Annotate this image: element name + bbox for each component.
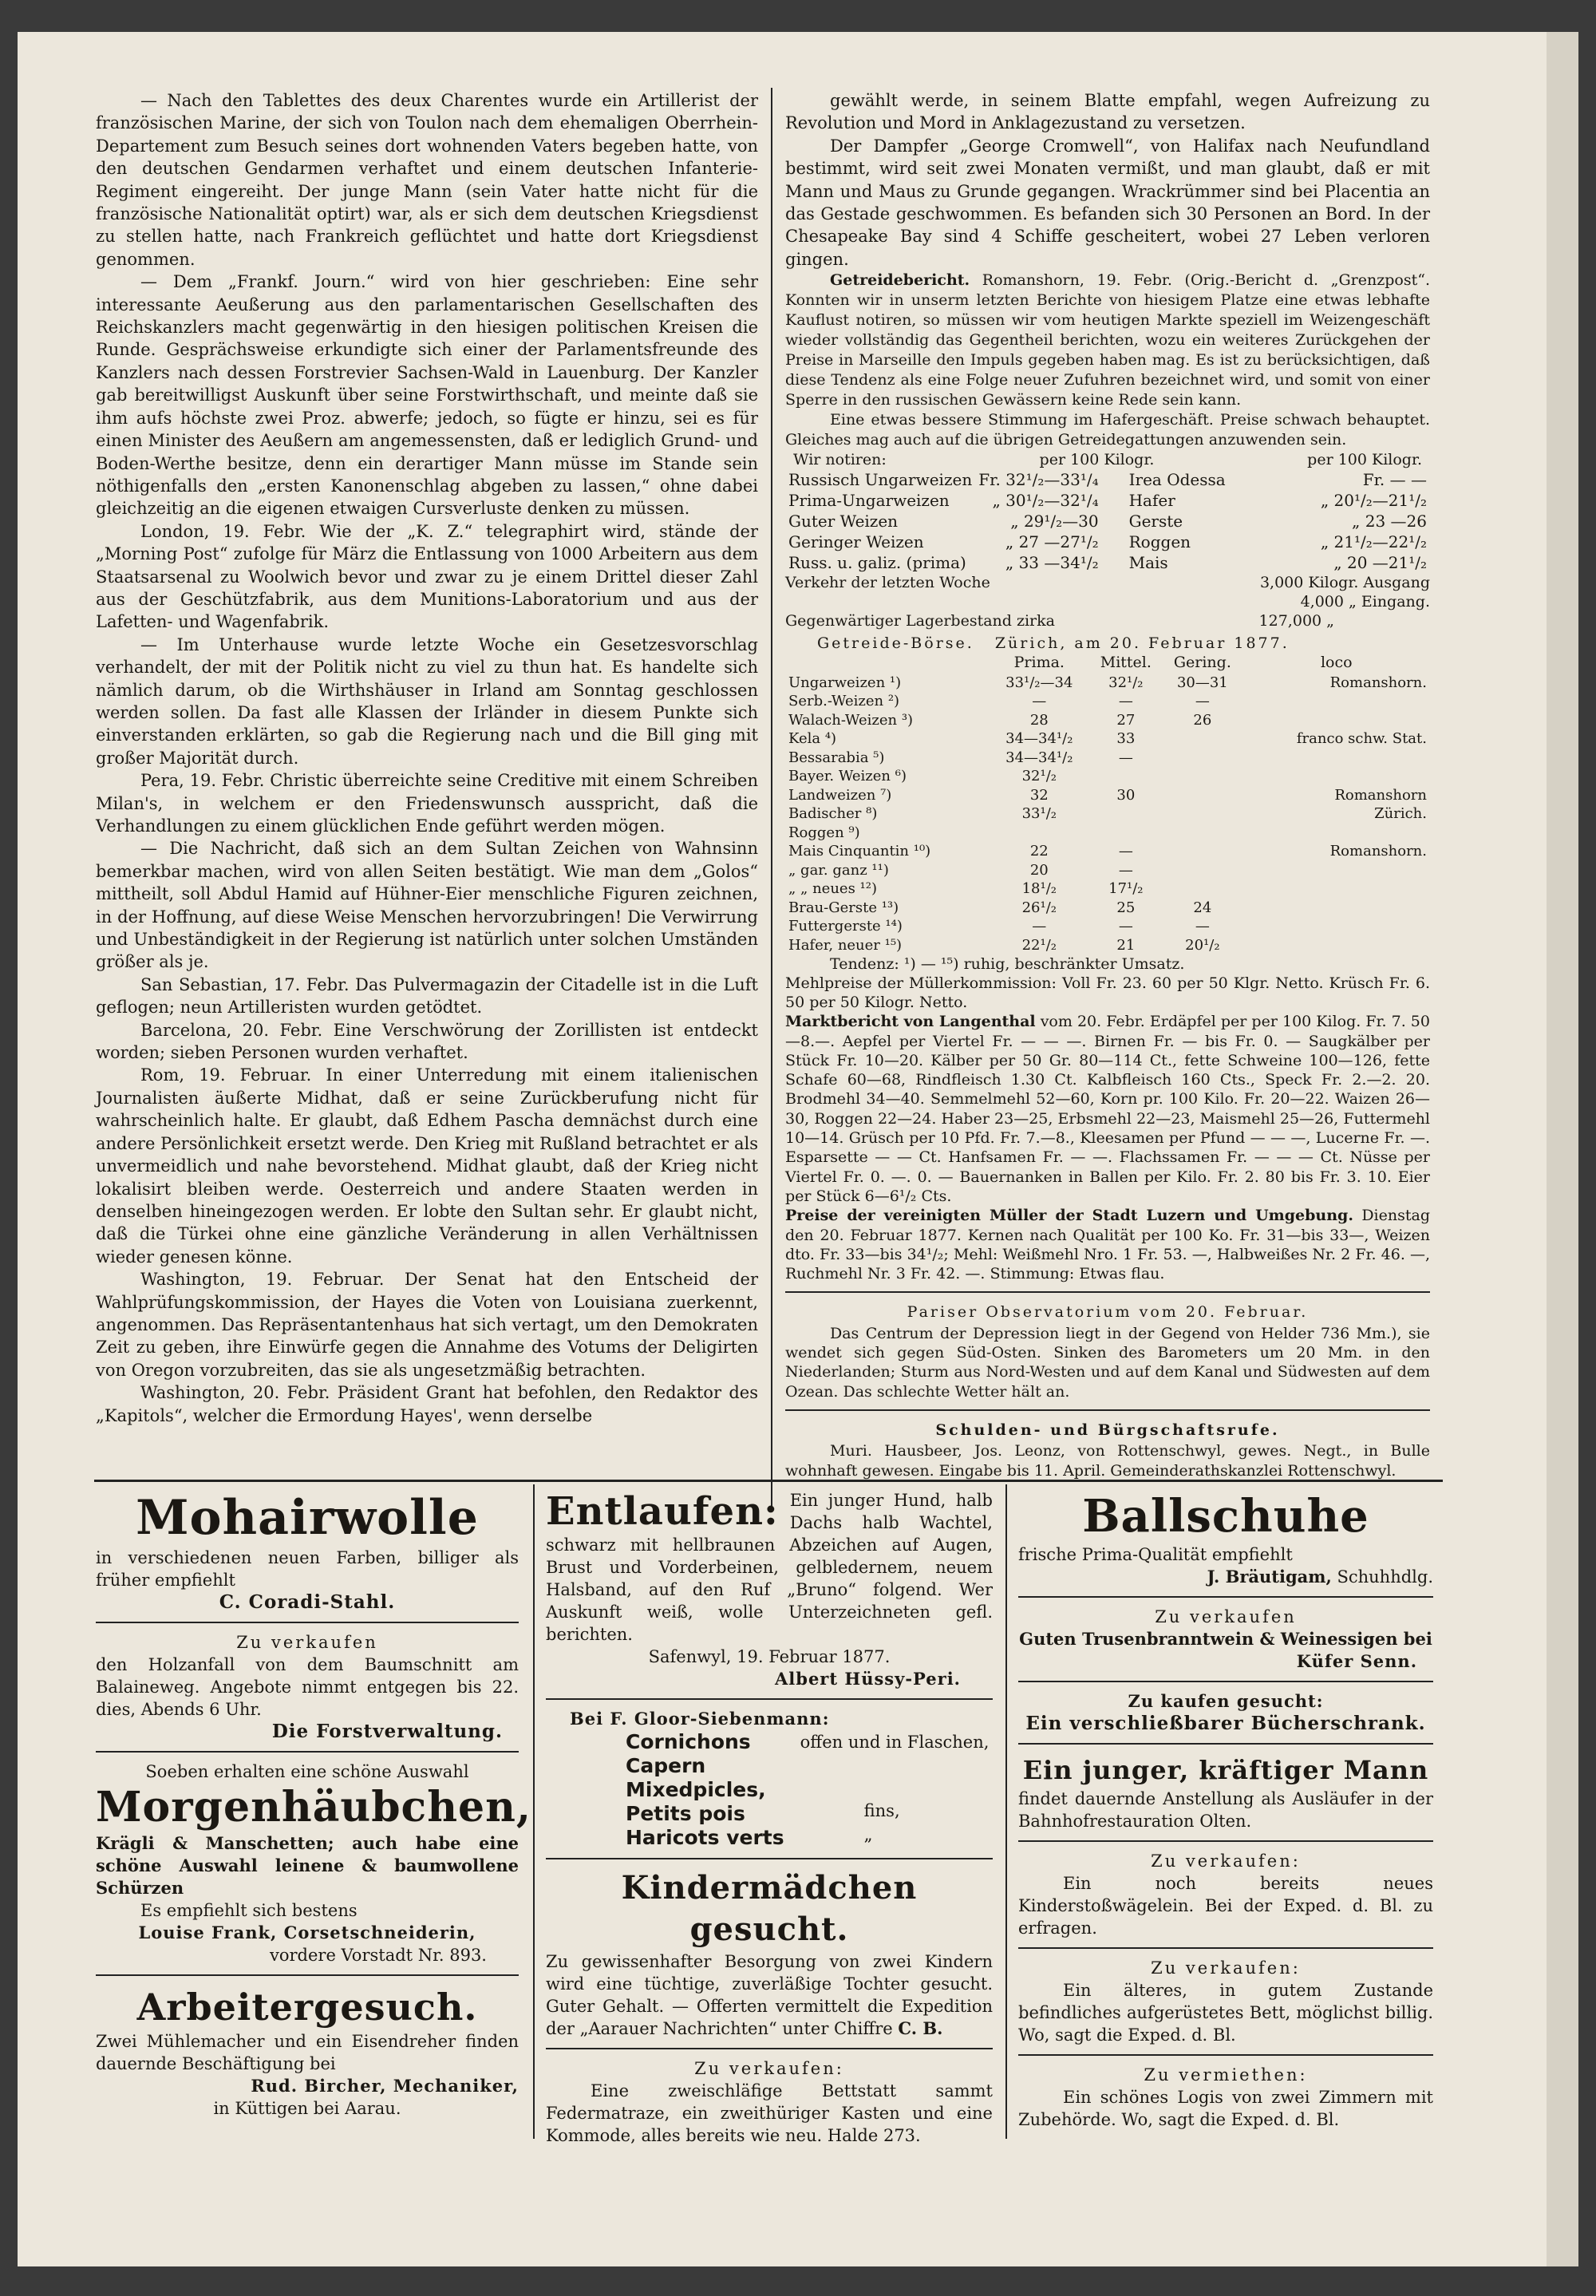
zuerich-row <box>785 711 1430 730</box>
grain-price <box>1162 842 1242 861</box>
price-label: Gerste <box>1128 512 1183 532</box>
observ-title: Pariser Observatorium vom 20. Februar. <box>907 1303 1309 1322</box>
morgen-title: Morgenhäubchen, <box>96 1783 532 1832</box>
zuerich-date: Zürich, am 20. Februar 1877. <box>994 634 1290 653</box>
grain-price <box>989 824 1089 843</box>
right-news-column <box>785 89 1430 1480</box>
grain-price: 22 <box>1029 843 1049 860</box>
blank-header <box>785 653 989 674</box>
zuerich-col-header: loco <box>1320 654 1353 672</box>
morgen-intro: Soeben erhalten eine schöne Auswahl <box>145 1762 469 1781</box>
kinder-paragraph <box>546 1950 993 2040</box>
arbeit-sign: Rud. Bircher, Mechaniker, <box>251 2076 519 2096</box>
grain-price: — <box>1118 749 1133 766</box>
grain-name: Walach-Weizen ³) <box>788 711 914 729</box>
r3-text: findet dauernde Anstellung als Ausläufer in der Bahnhofrestauration Olten. <box>1018 1789 1433 1831</box>
r1-sign: Küfer Senn. <box>1296 1651 1417 1671</box>
price-label: Mais <box>1128 553 1168 573</box>
lager-row <box>785 611 1430 630</box>
ball-sign: J. Bräutigam, <box>1207 1567 1332 1587</box>
schulden-title: Schulden- und Bürgschaftsrufe. <box>935 1421 1280 1439</box>
lager-value: 127,000 „ <box>1258 612 1334 630</box>
verkauf-text: den Holzanfall von dem Baumschnitt am Balaineweg. Angebote nimmt entgegen bis 22. dies, Abends 6 Uhr. <box>96 1655 519 1719</box>
grain-price <box>1162 749 1242 768</box>
price-label: Irea Odessa <box>1128 470 1226 490</box>
price-value: „ 21¹/₂—22¹/₂ <box>1320 532 1427 552</box>
grain-price <box>1090 804 1163 824</box>
grain-name: Hafer, neuer ¹⁵) <box>788 936 903 954</box>
r3-title: Ein junger, kräftiger Mann <box>1022 1755 1429 1785</box>
price-row <box>1126 490 1430 511</box>
grain-price: — <box>1032 918 1047 935</box>
arbeit-address: in Küttigen bei Aarau. <box>213 2099 401 2118</box>
news-paragraph: London, 19. Febr. Wie der „K. Z.“ telegraphirt wird, stände der „Morning Post“ zufolge für März die Entlassung von 1000 Arbeitern aus dem Staatsarsenal zu Woolwich bevor und zwar zu je einem Drittel dieser Zahl aus der Geschützfabrik, aus dem Munitions-Laboratorium und aus der Lafetten- und Wagenfabrik. <box>96 521 758 632</box>
grain-price: 33¹/₂ <box>1021 805 1057 823</box>
grain-price: 32¹/₂ <box>1021 768 1057 785</box>
grain-name: Serb.-Weizen ²) <box>788 693 900 710</box>
grain-location: Romanshorn. <box>1329 674 1427 691</box>
langenthal-paragraph <box>785 1012 1430 1206</box>
r6-title: Zu vermiethen: <box>1144 2065 1308 2085</box>
kinder-text: Zu gewissenhafter Besorgung von zwei Kindern wird eine tüchtige, zuverläßige Tochter gesucht. Guter Gehalt. — Offerten vermittelt die Expedition der „Aarauer Nachrichten“ unter Chiffre <box>546 1952 993 2038</box>
ad-rule <box>546 1698 993 1700</box>
price-label: Hafer <box>1128 491 1175 511</box>
price-label: Guter Weizen <box>788 512 899 532</box>
r5-title: Zu verkaufen: <box>1151 1958 1301 1978</box>
gloor-head: Bei F. Gloor-Siebenmann: <box>570 1709 830 1729</box>
price-value: „ 20 —21¹/₂ <box>1333 553 1427 573</box>
gloor-block <box>546 1730 993 1850</box>
grain-location <box>1243 711 1430 730</box>
grain-name: „ „ neues ¹²) <box>788 880 877 898</box>
grain-location <box>1243 824 1430 843</box>
entlaufen-place: Safenwyl, 19. Februar 1877. <box>648 1647 891 1666</box>
grain-price: — <box>1118 843 1133 860</box>
price-row <box>1126 532 1430 552</box>
zuerich-row <box>785 749 1430 768</box>
grain-location <box>1243 879 1430 899</box>
grain-location <box>1243 767 1430 786</box>
observ-rule <box>785 1291 1430 1293</box>
price-value: Fr. — — <box>1362 470 1427 490</box>
gloor-items <box>626 1730 784 1850</box>
grain-price: 34—34¹/₂ <box>1005 730 1073 748</box>
ads-divider-2 <box>1005 1484 1007 2139</box>
gloor-item: Capern <box>626 1754 706 1777</box>
grain-price: 32 <box>1029 786 1049 804</box>
ad-rule <box>1018 2054 1433 2056</box>
price-value: „ 27 —27¹/₂ <box>1005 532 1099 552</box>
price-row <box>785 552 1102 573</box>
ball-title: Ballschuhe <box>1082 1490 1369 1543</box>
price-blocks <box>785 469 1430 573</box>
arbeit-text: Zwei Mühlemacher und ein Eisendreher finden dauernde Beschäftigung bei <box>96 2032 519 2073</box>
mohair-title: Mohairwolle <box>136 1490 479 1546</box>
gloor-item: Mixedpicles, <box>626 1778 766 1801</box>
zuerich-row <box>785 729 1430 749</box>
grain-price: 30—31 <box>1176 674 1228 691</box>
right-intro-2: Der Dampfer „George Cromwell“, von Halifax nach Neufundland bestimmt, wird seit zwei Monaten vermißt, und man glaubt, daß er mit Mann und Maus zu Grunde gegangen. Wrackrümmer sind bei Placentia an das Gestade geschwommen. Es befanden sich 30 Personen an Bord. In der Chesapeake Bay sind 4 Schiffe gescheitert, wobei 27 Leben verloren gingen. <box>785 136 1430 269</box>
grain-price: 20¹/₂ <box>1185 936 1220 954</box>
grain-name: Bessarabia ⁵) <box>788 749 885 766</box>
notiren-unit-right: per 100 Kilogr. <box>1307 451 1422 469</box>
zuerich-row <box>785 692 1430 711</box>
ads-top-rule <box>94 1480 1443 1482</box>
luzern-text: Dienstag den 20. Februar 1877. Kernen nach Qualität per 100 Ko. Fr. 31—bis 33—, Weizen dto. Fr. 33—bis 34¹/₂; Mehl: Weißmehl Nro. 1 Fr. 53. —, Halbweißes Nr. 2 Fr. 46. —, Ruchmehl Nr. 3 Fr. 42. —. Stimmung: Etwas flau. <box>785 1207 1430 1283</box>
entlaufen-sign: Albert Hüssy-Peri. <box>774 1669 961 1689</box>
verkauf-title: Zu verkaufen <box>236 1633 378 1652</box>
grain-location <box>1243 899 1430 918</box>
news-paragraph: San Sebastian, 17. Febr. Das Pulvermagazin der Citadelle ist in die Luft geflogen; neun Artilleristen wurden getödtet. <box>96 974 758 1018</box>
zuerich-row <box>785 786 1430 805</box>
grain-price: — <box>1195 918 1210 935</box>
grain-price: — <box>1118 693 1133 710</box>
gloor-note: offen und in Flaschen, <box>800 1733 990 1752</box>
grain-price <box>1090 767 1163 786</box>
grain-price: 22¹/₂ <box>1021 936 1057 954</box>
ads-divider-1 <box>533 1484 535 2139</box>
grain-price: 32¹/₂ <box>1108 674 1144 691</box>
zuerich-row <box>785 842 1430 861</box>
grain-price: 26¹/₂ <box>1021 899 1057 916</box>
arbeit-title: Arbeitergesuch. <box>136 1986 478 2029</box>
grain-name: Ungarweizen ¹) <box>788 674 902 691</box>
grain-price <box>1162 786 1242 805</box>
price-row <box>785 469 1102 490</box>
price-value: „ 30¹/₂—32¹/₄ <box>992 491 1099 511</box>
ad-rule <box>1018 1681 1433 1682</box>
luzern-title: Preise der vereinigten Müller der Stadt Luzern und Umgebung. <box>785 1207 1353 1225</box>
notiren-unit-left: per 100 Kilogr. <box>1039 451 1155 469</box>
zuerich-row <box>785 879 1430 899</box>
langenthal-text: vom 20. Febr. Erdäpfel per per 100 Kilog. Fr. 7. 50—8.—. Aepfel per Viertel Fr. — — —. Birnen Fr. — bis Fr. 0. — Saugkälber per Stück Fr. 10—20. Kälber per 50 Gr. 80—114 Ct., fette Schweine 100—126, fette Schafe 60—68, Rindfleisch 1.30 Ct. Kalbfleisch 160 Cts., Speck Fr. 2.—2. 20. Brodmehl 34—40. Semmelmehl 52—60, Korn pr. 100 Kilo. Fr. 20—22. Waizen 26—30, Roggen 22—24. Haber 23—25, Erbsmehl 22—23, Maismehl 25—26, Futtermehl 10—14. Grüsch per 10 Pfd. Fr. 7.—8., Kleesamen per Pfund — — —, Lucerne Fr. —. Esparsette — — Ct. Hanfsamen Fr. — —. Flachssamen Fr. — — — Ct. Nüsse per Viertel Fr. 0. —. 0. — Bauernanken in Ballen per Kilo. Fr. 2. 80 bis Fr. 3. 10. Eier per Stück 6—6¹/₂ Cts. <box>785 1013 1430 1205</box>
news-paragraph: — Nach den Tablettes des deux Charentes wurde ein Artillerist der französischen Marine, der sich von Toulon nach dem ehemaligen Oberrhein-Departement zum Besuch seines dort wohnenden Vaters begeben hatte, von den deutschen Gendarmen verhaftet und einem deutschen Infanterie-Regiment eingereiht. Der junge Mann (sein Vater hatte nicht für die französische Nationalität optirt) war, als er sich dem deutschen Kriegsdienst zu stellen hatte, nach Frankreich geflüchtet und hatte dort Kriegsdienst genommen. <box>96 91 758 269</box>
grain-name: Mais Cinquantin ¹⁰) <box>788 843 931 860</box>
grain-name: Badischer ⁸) <box>788 805 878 823</box>
grain-price: 34—34¹/₂ <box>1005 749 1073 766</box>
ball-job: Schuhhdlg. <box>1337 1567 1433 1587</box>
grain-price: 17¹/₂ <box>1108 880 1144 898</box>
gloor-quote: „ <box>863 1825 873 1844</box>
r1-title: Zu verkaufen <box>1155 1607 1297 1626</box>
grain-location: Romanshorn <box>1334 786 1427 804</box>
gloor-fins: fins, <box>863 1801 900 1820</box>
page-edge <box>1547 32 1578 2266</box>
zuerich-col-header: Mittel. <box>1100 654 1152 672</box>
price-value: „ 33 —34¹/₂ <box>1005 553 1099 573</box>
grain-price: 28 <box>1029 711 1049 729</box>
price-label: Russ. u. galiz. (prima) <box>788 553 966 573</box>
grain-location: franco schw. Stat. <box>1296 730 1427 748</box>
price-label: Russisch Ungarweizen <box>788 470 973 490</box>
ad-rule <box>96 1974 519 1976</box>
price-label: Geringer Weizen <box>788 532 924 552</box>
mverk-title: Zu verkaufen: <box>694 2059 844 2078</box>
zuerich-row <box>785 674 1430 693</box>
morgen-address: vordere Vorstadt Nr. 893. <box>270 1946 487 1965</box>
newspaper-page <box>18 32 1547 2266</box>
price-value: „ 29¹/₂—30 <box>1010 512 1099 532</box>
grain-price: 30 <box>1116 786 1136 804</box>
r2-text: Ein verschließbarer Bücherschrank. <box>1025 1713 1426 1734</box>
zuerich-row <box>785 824 1430 843</box>
right-intro-1: gewählt werde, in seinem Blatte empfahl, wegen Aufreizung zu Revolution und Mord in Anklagezustand zu versetzen. <box>785 91 1430 133</box>
news-paragraph: — Im Unterhause wurde letzte Woche ein Gesetzesvorschlag verhandelt, der mit der Politik nicht zu viel zu thun hat. Es handelte sich nämlich darum, ob die Wirthshäuser in Irland am Sonntag geschlossen werden sollen. Da fast alle Klassen der Irländer in diesem Punkte sich einverstanden erklärten, so gab die Regierung nach und die Bill ging mit großer Majorität durch. <box>96 634 758 768</box>
grain-price <box>1162 861 1242 880</box>
zuerich-header <box>785 634 1430 653</box>
verkehr-label: Verkehr der letzten Woche <box>785 574 990 592</box>
grain-price: — <box>1032 693 1047 710</box>
gloor-item: Petits pois <box>626 1802 745 1825</box>
langenthal-title: Marktbericht von Langenthal <box>785 1013 1036 1031</box>
grain-location <box>1243 917 1430 936</box>
grain-location: Romanshorn. <box>1329 843 1427 860</box>
zuerich-title: Getreide-Börse. <box>817 634 974 653</box>
zuerich-header-row <box>785 653 1430 674</box>
grain-price: 20 <box>1029 861 1049 879</box>
ad-rule <box>96 1622 519 1623</box>
news-paragraph: — Die Nachricht, daß sich an dem Sultan Zeichen von Wahnsinn bemerkbar machen, wird von allen Seiten bestätigt. Wie man dem „Golos“ mittheilt, soll Abdul Hamid auf Hühner-Eier menschliche Figuren zeichnen, in der Hoffnung, auf diese Weise Menschen hervorzubringen! Die Verwirrung und Unbeständigkeit in der Regierung ist natürlich unter solchen Umständen größer als je. <box>96 839 758 972</box>
r1-text: Guten Trusenbranntwein & Weinessigen bei <box>1019 1629 1432 1649</box>
mehlpreise: Mehlpreise der Müllerkommission: Voll Fr. 23. 60 per 50 Klgr. Netto. Krüsch Fr. 6. 50 per 50 Kilogr. Netto. <box>785 974 1430 1012</box>
price-row <box>1126 552 1430 573</box>
grain-price: — <box>1118 861 1133 879</box>
grain-location <box>1243 692 1430 711</box>
notiren-label: Wir notiren: <box>793 451 887 469</box>
zuerich-row <box>785 899 1430 918</box>
grain-price <box>1162 824 1242 843</box>
verkauf-sign: Die Forstverwaltung. <box>271 1721 503 1742</box>
r5-text: Ein älteres, in gutem Zustande befindliches aufgerüstetes Bett, möglichst billig. Wo, sagt die Exped. d. Bl. <box>1018 1981 1433 2045</box>
zuerich-tendenz: Tendenz: ¹) — ¹⁵) ruhig, beschränkter Umsatz. <box>830 955 1185 974</box>
zuerich-price-table <box>785 653 1430 954</box>
grain-location <box>1243 749 1430 768</box>
grain-price: 18¹/₂ <box>1021 880 1057 898</box>
grain-price: 26 <box>1193 711 1212 729</box>
price-value: Fr. 32¹/₂—33¹/₄ <box>978 470 1099 490</box>
price-table-left <box>785 469 1102 573</box>
ad-rule <box>1018 1840 1433 1842</box>
ad-rule <box>546 1858 993 1859</box>
grain-name: Futtergerste ¹⁴) <box>788 918 903 935</box>
price-table-right <box>1126 469 1430 573</box>
zuerich-row <box>785 767 1430 786</box>
r4-text: Ein noch bereits neues Kinderstoßwägelein. Bei der Exped. d. Bl. zu erfragen. <box>1018 1874 1433 1938</box>
news-paragraph: Barcelona, 20. Febr. Eine Verschwörung der Zorillisten ist entdeckt worden; sieben Personen wurden verhaftet. <box>96 1020 758 1063</box>
morgen-text-2: Es empfiehlt sich bestens <box>140 1901 358 1920</box>
grain-price: — <box>1118 918 1133 935</box>
luzern-paragraph <box>785 1206 1430 1283</box>
notiren-header <box>785 450 1430 469</box>
price-value: „ 20¹/₂—21¹/₂ <box>1320 491 1427 511</box>
r6-text: Ein schönes Logis von zwei Zimmern mit Zubehörde. Wo, sagt die Exped. d. Bl. <box>1018 2088 1433 2129</box>
spacer <box>800 1754 990 1799</box>
news-paragraph: — Dem „Frankf. Journ.“ wird von hier geschrieben: Eine sehr interessante Aeußerung aus den parlamentarischen Gesellschaften des Reichskanzlers macht gegenwärtig in den hiesigen politischen Kreisen die Runde. Gesprächsweise erkundigte sich einer der Parlamentsfreunde des Kanzlers nach dessen Forstrevier Sachsen-Wald in Lauenburg. Der Kanzler gab bereitwilligst Auskunft über seine Forstwirthschaft, und meinte daß sie ihm aufs höchste zwei Proz. abwerfe; jedoch, so fügte er hinzu, sei es für einen Minister des Aeußern am angemessensten, daß er lediglich Grund- und Boden-Werthe besitze, denn ein derartiger Mann müsse im Stande sein nöthigenfalls den „ersten Kanonenschlag abgeben zu lassen,“ ohne dabei gleichzeitig an die eigenen etwaigen Cursverluste denken zu müssen. <box>96 272 758 519</box>
grain-price: 24 <box>1193 899 1212 916</box>
price-value: „ 23 —26 <box>1352 512 1427 532</box>
ad-rule <box>96 1751 519 1753</box>
grain-name: „ gar. ganz ¹¹) <box>788 861 889 879</box>
zuerich-row <box>785 804 1430 824</box>
grain-name: Landweizen ⁷) <box>788 786 892 804</box>
getreide-paragraph <box>785 271 1430 410</box>
grain-price: 21 <box>1116 936 1136 954</box>
getreide-text-2: Eine etwas bessere Stimmung im Hafergeschäft. Preise schwach behauptet. Gleiches mag auch auf die übrigen Getreidegattungen anzuwenden sein. <box>785 411 1430 449</box>
getreide-text: Romanshorn, 19. Febr. (Orig.-Bericht d. „Grenzpost“. Konnten wir in unserm letzten Berichte von hiesigem Platze eine etwas lebhafte Kauflust notiren, so müssen wir vom heutigen Markte speziell im Weizengeschäft wieder vollständig das Gegentheil berichten, wozu ein weiteres Zurückgehen der Preise in Marseille den Impuls gegeben haben mag. Es ist zu berücksichtigen, daß diese Tendenz als eine Folge neuer Zufuhren bezeichnet wird, und somit von einer Sperre in den russischen Gewässern keine Rede sein kann. <box>785 271 1430 409</box>
news-paragraph: Washington, 19. Februar. Der Senat hat den Entscheid der Wahlprüfungskommission, der Hayes die Voten von Louisiana zuerkennt, angenommen. Das Repräsentantenhaus hat sich vertagt, um den Demokraten Zeit zu geben, ihre Einwürfe gegen die Annahme des Votums der Deligirten von Oregon vorzubreiten, das sie als ungesetzmäßig betrachten. <box>96 1270 758 1380</box>
verkehr-in: 4,000 „ Eingang. <box>1300 593 1430 611</box>
entlaufen-title: Entlaufen: <box>546 1489 779 1534</box>
verkehr-row <box>785 573 1430 592</box>
ads-left-column <box>96 1489 532 2120</box>
price-row <box>785 532 1102 552</box>
schulden-text: Muri. Hausbeer, Jos. Leonz, von Rottenschwyl, gewes. Negt., in Bulle wohnhaft gewesen. Eingabe bis 11. April. Gemeinderathskanzlei Rottenschwyl. <box>785 1442 1430 1480</box>
grain-location: Zürich. <box>1374 805 1427 823</box>
grain-name: Kela ⁴) <box>788 730 837 748</box>
entlaufen-block <box>546 1489 993 1646</box>
ads-middle-column <box>546 1489 993 2147</box>
gloor-item: Haricots verts <box>626 1826 784 1849</box>
grain-price: 33¹/₂—34 <box>1005 674 1073 691</box>
kinder-title: Kindermädchen gesucht. <box>621 1869 918 1948</box>
morgen-sign: Louise Frank, Corsetschneiderin, <box>138 1923 476 1942</box>
zuerich-row <box>785 936 1430 955</box>
r2-title: Zu kaufen gesucht: <box>1128 1691 1324 1711</box>
news-paragraph: Rom, 19. Februar. In einer Unterredung mit einem italienischen Journalisten äußerte Midhat, daß er seine Zurückberufung nicht für wahrscheinlich halte. Er glaubt, daß Edhem Pascha demnächst durch eine andere Persönlichkeit ersetzt werde. Den Krieg mit Rußland betrachtet er als unvermeidlich und nahe bevorstehend. Midhat glaubt, daß der Krieg nicht lokalisirt bleiben werde. Oesterreich und andere Staaten werden in denselben hineingezogen werden. Er lobte den Sultan sehr. Er glaubt nicht, daß die Türkei ohne eine gänzliche Veränderung in allen Verhältnissen wieder genesen könne. <box>96 1065 758 1267</box>
price-row <box>1126 511 1430 532</box>
ad-rule <box>1018 1596 1433 1598</box>
grain-location <box>1243 861 1430 880</box>
grain-price <box>1162 879 1242 899</box>
getreide-title: Getreidebericht. <box>830 271 970 290</box>
schulden-rule <box>785 1409 1430 1411</box>
ad-rule <box>546 2048 993 2049</box>
zuerich-col-header: Gering. <box>1173 654 1231 672</box>
kinder-chiffre: C. B. <box>898 2018 943 2038</box>
grain-price: 25 <box>1116 899 1136 916</box>
news-paragraph: Pera, 19. Febr. Christic überreichte seine Creditive mit einem Schreiben Milan's, in welchem er den Friedenswunsch ausspricht, daß die Verhandlungen zu einem glücklichen Ende geführt werden mögen. <box>96 771 758 836</box>
grain-price: 27 <box>1116 711 1136 729</box>
mverk-text: Eine zweischläfige Bettstatt sammt Federmatraze, ein zweithüriger Kasten und eine Kommode, alles bereits wie neu. Halde 273. <box>546 2081 993 2145</box>
morgen-text: Krägli & Manschetten; auch habe eine schöne Auswahl leinene & baumwollene Schürzen <box>96 1833 519 1898</box>
ball-text: frische Prima-Qualität empfiehlt <box>1018 1545 1293 1564</box>
gloor-item: Cornichons <box>626 1730 751 1753</box>
price-label: Roggen <box>1128 532 1191 552</box>
grain-price <box>1162 804 1242 824</box>
left-news-column <box>96 89 758 1427</box>
gloor-notes <box>784 1730 990 1850</box>
grain-name: Bayer. Weizen ⁶) <box>788 768 907 785</box>
grain-price <box>1162 767 1242 786</box>
mohair-text: in verschiedenen neuen Farben, billiger als früher empfiehlt <box>96 1548 519 1590</box>
lager-label: Gegenwärtiger Lagerbestand zirka <box>785 612 1055 630</box>
price-row <box>1126 469 1430 490</box>
ad-rule <box>1018 1947 1433 1949</box>
price-label: Prima-Ungarweizen <box>788 491 950 511</box>
ads-right-column <box>1018 1489 1433 2131</box>
grain-price: — <box>1195 693 1210 710</box>
grain-price <box>1162 729 1242 749</box>
grain-name: Brau-Gerste ¹³) <box>788 899 899 916</box>
news-paragraph: Washington, 20. Febr. Präsident Grant hat befohlen, den Redaktor des „Kapitols“, welcher die Ermordung Hayes', wenn derselbe <box>96 1383 758 1425</box>
grain-name: Roggen ⁹) <box>788 824 860 841</box>
price-row <box>785 490 1102 511</box>
zuerich-row <box>785 917 1430 936</box>
zuerich-col-header: Prima. <box>1013 654 1065 672</box>
r4-title: Zu verkaufen: <box>1151 1851 1301 1871</box>
grain-price <box>1090 824 1163 843</box>
observ-text: Das Centrum der Depression liegt in der Gegend von Helder 736 Mm.), sie wendet sich gegen Süd-Osten. Sinken des Barometers um 20 Mm. in den Niederlanden; Sturm aus Nord-Westen und auf dem Kanal und Südwesten auf dem Ozean. Das schlechte Wetter hält an. <box>785 1324 1430 1401</box>
zuerich-row <box>785 861 1430 880</box>
ball-sign-row <box>1018 1566 1433 1588</box>
grain-location <box>1243 936 1430 955</box>
entlaufen-text: Ein junger Hund, halb Dachs halb Wachtel, schwarz mit hellbraunen Abzeichen auf Augen, Brust und Vorderbeinen, gelbledernem, neuem Halsband, auf den Ruf „Bruno“ folgend. Wer Auskunft weiß, wolle Unterzeichneten gefl. berichten. <box>546 1491 993 1644</box>
ad-rule <box>1018 1743 1433 1745</box>
grain-price: 33 <box>1116 730 1136 748</box>
column-divider <box>771 88 772 1508</box>
price-row <box>785 511 1102 532</box>
mohair-sign: C. Coradi-Stahl. <box>219 1591 396 1613</box>
verkehr-out: 3,000 Kilogr. Ausgang <box>1259 574 1430 592</box>
